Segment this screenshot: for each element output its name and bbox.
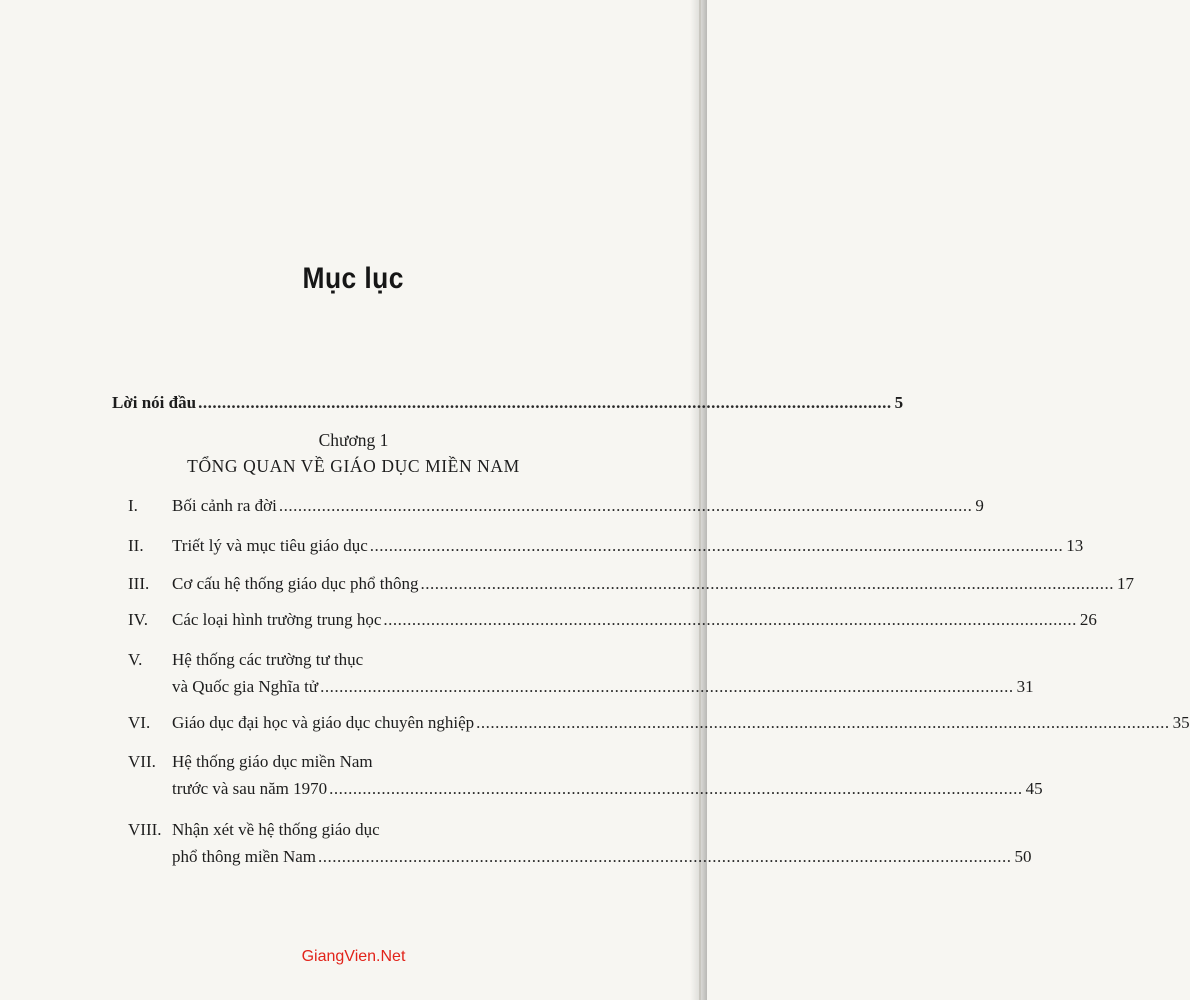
toc-entry-page: 35	[1172, 713, 1190, 732]
toc-entry-numeral: VI.	[128, 713, 151, 732]
toc-leader-dots: ..................................................................................................................................................	[383, 610, 1077, 629]
toc-leader-dots: ..................................................................................................................................................	[329, 779, 1023, 798]
toc-entry-title: Hệ thống các trường tư thục	[172, 650, 364, 669]
chapter-number: Chương 1	[318, 430, 389, 450]
watermark-text: GiangVien.Net	[301, 948, 406, 965]
toc-leader-dots: ..................................................................................................................................................	[278, 496, 973, 515]
toc-entry-page: 13	[1066, 536, 1084, 555]
toc-entry-title: Bối cảnh ra đời	[172, 496, 277, 515]
toc-leader-dots: ..................................................................................................................................................	[198, 393, 892, 412]
toc-entry-title: Triết lý và mục tiêu giáo dục	[172, 536, 368, 555]
toc-leader-dots: ..................................................................................................................................................	[420, 574, 1114, 593]
toc-entry-page: 45	[1025, 779, 1043, 798]
toc-entry-numeral: IV.	[128, 610, 148, 629]
toc-entry-title: Cơ cấu hệ thống giáo dục phổ thông	[172, 574, 419, 593]
page-title: Mục lục	[302, 262, 404, 295]
chapter-title: TỔNG QUAN VỀ GIÁO DỤC MIỀN NAM	[187, 456, 520, 476]
toc-entry-page: 17	[1116, 574, 1134, 593]
toc-leader-dots: ..................................................................................................................................................	[318, 847, 1012, 866]
toc-entry-numeral: III.	[128, 574, 150, 593]
toc-entry-page: 26	[1079, 610, 1097, 629]
toc-leader-dots: ..................................................................................................................................................	[320, 677, 1014, 696]
toc-entry-page: 9	[975, 496, 984, 515]
toc-entry-title: Nhận xét về hệ thống giáo dục	[172, 820, 380, 839]
toc-entry-numeral: I.	[128, 496, 138, 515]
toc-entry-title-cont: trước và sau năm 1970	[172, 779, 328, 798]
toc-preface-page: 5	[894, 393, 904, 412]
toc-entry-numeral: V.	[128, 650, 143, 669]
toc-entry-numeral: VII.	[128, 752, 156, 771]
toc-leader-dots: ..................................................................................................................................................	[476, 713, 1170, 732]
toc-entry-page: 31	[1016, 677, 1034, 696]
toc-entry-title-cont: phổ thông miền Nam	[172, 847, 317, 866]
toc-preface-label: Lời nói đầu	[112, 393, 197, 412]
toc-entry-title: Hệ thống giáo dục miền Nam	[172, 752, 373, 771]
toc-entry-numeral: VIII.	[128, 820, 162, 839]
toc-entry-title-cont: và Quốc gia Nghĩa tử	[172, 677, 319, 696]
toc-leader-dots: ..................................................................................................................................................	[369, 536, 1064, 555]
toc-entry-title: Giáo dục đại học và giáo dục chuyên nghiệp	[172, 713, 475, 732]
toc-entry-numeral: II.	[128, 536, 144, 555]
toc-entry-title: Các loại hình trường trung học	[172, 610, 382, 629]
toc-entry-page: 50	[1014, 847, 1032, 866]
